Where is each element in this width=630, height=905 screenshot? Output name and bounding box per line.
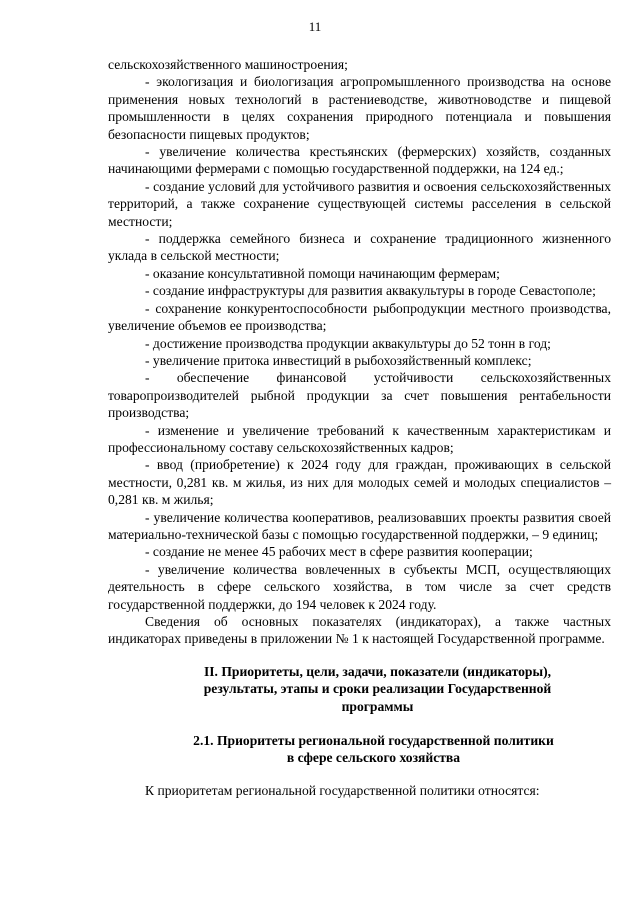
subsection-heading [108, 732, 611, 767]
paragraph-indicators: Сведения об основных показателях (индикаторах), а также частных индикаторах приведены в приложении № 1 к настоящей Государственной программе. [108, 614, 611, 647]
list-item-aquaculture-output: - достижение производства продукции аквакультуры до 52 тонн в год; [145, 335, 551, 351]
subsection-heading-line: в сфере сельского хозяйства [286, 750, 461, 766]
list-item-aquaculture-infrastructure: - создание инфраструктуры для развития аквакультуры в городе Севастополе; [145, 283, 596, 299]
page-number: 11 [308, 19, 322, 34]
list-item-ecologization: - экологизация и биологизация агропромышленного производства на основе применения новых технологий в растениеводстве, животноводстве и пищевой промышленности в целях сохранения природного потенциала и повышения безопасности пищевых продуктов; [108, 74, 611, 142]
paragraph-continuation: сельскохозяйственного машиностроения; [108, 57, 348, 72]
list-item-investment: - увеличение притока инвестиций в рыбохозяйственный комплекс; [145, 352, 532, 368]
list-item-jobs: - создание не менее 45 рабочих мест в сфере развития кооперации; [145, 544, 533, 560]
section-heading-line: II. Приоритеты, цели, задачи, показатели (индикаторы), [203, 663, 552, 679]
list-item-rural-development: - создание условий для устойчивого развития и освоения сельскохозяйственных территорий, а также сохранение существующей системы расселения в сельской местности; [108, 178, 611, 229]
section-heading-line: результаты, этапы и сроки реализации Государственной [203, 681, 552, 697]
section-heading-line: программы [341, 698, 414, 714]
subsection-heading-line: 2.1. Приоритеты региональной государственной политики [193, 733, 554, 749]
list-item-farms-increase: - увеличение количества крестьянских (фермерских) хозяйств, созданных начинающими фермерами с помощью государственной поддержки, на 124 ед.; [108, 144, 611, 177]
paragraph-priorities: К приоритетам региональной государственной политики относятся: [145, 782, 540, 798]
list-item-housing: - ввод (приобретение) к 2024 году для граждан, проживающих в сельской местности, 0,281 кв. м жилья, из них для молодых семей и молодых специалистов – 0,281 кв. м жилья; [108, 457, 611, 508]
list-item-family-business: - поддержка семейного бизнеса и сохранение традиционного жизненного уклада в сельской местности; [108, 231, 611, 264]
list-item-financial-stability: - обеспечение финансовой устойчивости сельскохозяйственных товаропроизводителей рыбной продукции за счет повышения рентабельности производства; [108, 370, 611, 421]
document-body [108, 56, 611, 799]
list-item-consulting: - оказание консультативной помощи начинающим фермерам; [145, 265, 500, 281]
list-item-cooperatives: - увеличение количества кооперативов, реализовавших проекты развития своей материально-технической базы с помощью государственной поддержки, – 9 единиц; [108, 509, 611, 542]
list-item-personnel-requirements: - изменение и увеличение требований к качественным характеристикам и профессиональному составу сельскохозяйственных кадров; [108, 422, 611, 455]
list-item-sme: - увеличение количества вовлеченных в субъекты МСП, осуществляющих деятельность в сфере сельского хозяйства, в том числе за счет средств государственной поддержки, до 194 человек к 2024 году. [108, 561, 611, 612]
list-item-fish-competitiveness: - сохранение конкурентоспособности рыбопродукции местного производства, увеличение объемов ее производства; [108, 300, 611, 334]
section-heading [108, 663, 611, 715]
